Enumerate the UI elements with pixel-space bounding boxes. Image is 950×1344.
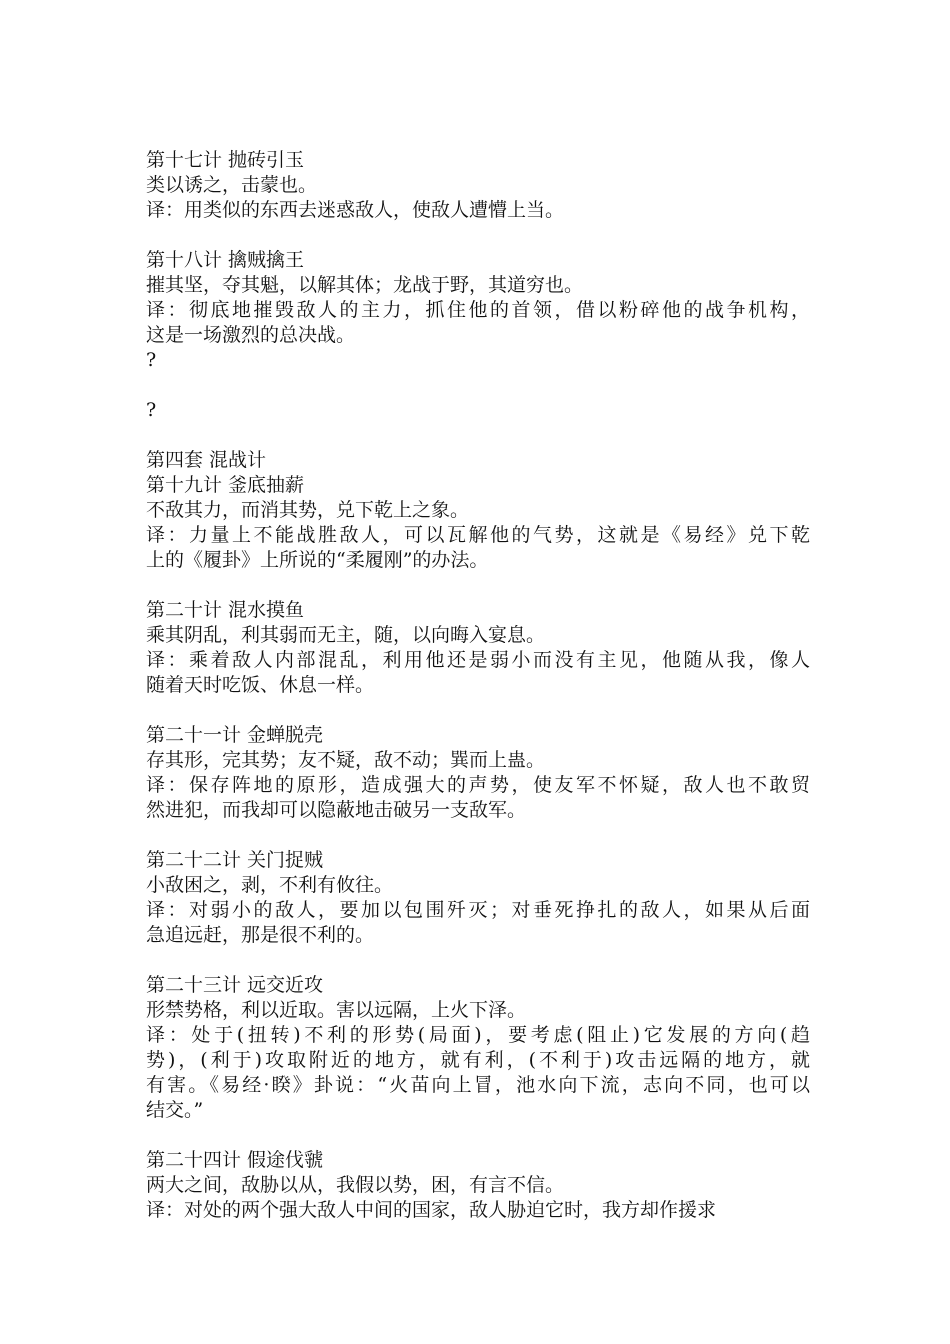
section-title: 第二十一计 金蝉脱壳 (146, 724, 324, 746)
paragraph-gap (146, 423, 810, 448)
section-text: 两大之间，敌胁以从，我假以势，困，有言不信。 (146, 1174, 565, 1196)
section-translation-line: 上的《履卦》上所说的“柔履刚”的办法。 (146, 549, 489, 571)
section-title: 第十九计 釜底抽薪 (146, 474, 305, 496)
section-translation-line: 译：保存阵地的原形，造成强大的声势，使友军不怀疑，敌人也不敢贸 (146, 774, 810, 796)
section-text: 类以诱之，击蒙也。 (146, 174, 318, 196)
section-text: 形禁势格，利以近取。害以远隔，上火下泽。 (146, 999, 527, 1021)
section-text: 存其形，完其势；友不疑，敌不动；巽而上蛊。 (146, 749, 546, 771)
set-title: 第四套 混战计 (146, 449, 267, 471)
section-translation-line: 译：对弱小的敌人，要加以包围歼灭；对垂死挣扎的敌人，如果从后面 (146, 899, 810, 921)
paragraph-gap (146, 373, 810, 398)
paragraph-gap (146, 823, 810, 848)
question-mark: ? (146, 349, 157, 371)
section-title: 第二十计 混水摸鱼 (146, 599, 305, 621)
paragraph-gap (146, 1123, 810, 1148)
section-translation-line: 随着天时吃饭、休息一样。 (146, 674, 375, 696)
section-translation-line: 译：力量上不能战胜敌人，可以瓦解他的气势，这就是《易经》兑下乾 (146, 524, 810, 546)
section-text: 小敌困之，剥，不利有攸往。 (146, 874, 394, 896)
section-title: 第二十三计 远交近攻 (146, 974, 324, 996)
paragraph-gap (146, 948, 810, 973)
section-translation-line: 然进犯，而我却可以隐蔽地击破另一支敌军。 (146, 799, 527, 821)
section-title: 第二十二计 关门捉贼 (146, 849, 324, 871)
section-translation-line: 势)，(利于)攻取附近的地方，就有利，(不利于)攻击远隔的地方，就 (146, 1049, 810, 1071)
question-mark: ? (146, 399, 157, 421)
paragraph-gap (146, 223, 810, 248)
section-text: 不敌其力，而消其势，兑下乾上之象。 (146, 499, 470, 521)
section-translation: 译：用类似的东西去迷惑敌人，使敌人遭懵上当。 (146, 199, 565, 221)
section-translation-line: 结交。” (146, 1099, 204, 1121)
section-translation-line: 有害。《易经·睽》卦说：“火苗向上冒，池水向下流，志向不同，也可以 (146, 1074, 810, 1096)
section-translation: 译：对处的两个强大敌人中间的国家，敌人胁迫它时，我方却作援求 (146, 1199, 717, 1221)
section-title: 第十八计 擒贼擒王 (146, 249, 305, 271)
section-title: 第二十四计 假途伐虢 (146, 1149, 324, 1171)
section-text: 乘其阴乱，利其弱而无主，随，以向晦入宴息。 (146, 624, 546, 646)
section-title: 第十七计 抛砖引玉 (146, 149, 305, 171)
section-translation-line: 急追远赶，那是很不利的。 (146, 924, 375, 946)
section-text: 摧其坚，夺其魁，以解其体；龙战于野，其道穷也。 (146, 274, 584, 296)
section-translation-line: 这是一场激烈的总决战。 (146, 324, 356, 346)
document-body (146, 148, 810, 1223)
section-translation-line: 译：处于(扭转)不利的形势(局面)，要考虑(阻止)它发展的方向(趋 (146, 1024, 810, 1046)
paragraph-gap (146, 573, 810, 598)
paragraph-gap (146, 698, 810, 723)
section-translation-line: 译：乘着敌人内部混乱，利用他还是弱小而没有主见，他随从我，像人 (146, 649, 810, 671)
section-translation-line: 译：彻底地摧毁敌人的主力，抓住他的首领，借以粉碎他的战争机构， (146, 299, 810, 321)
